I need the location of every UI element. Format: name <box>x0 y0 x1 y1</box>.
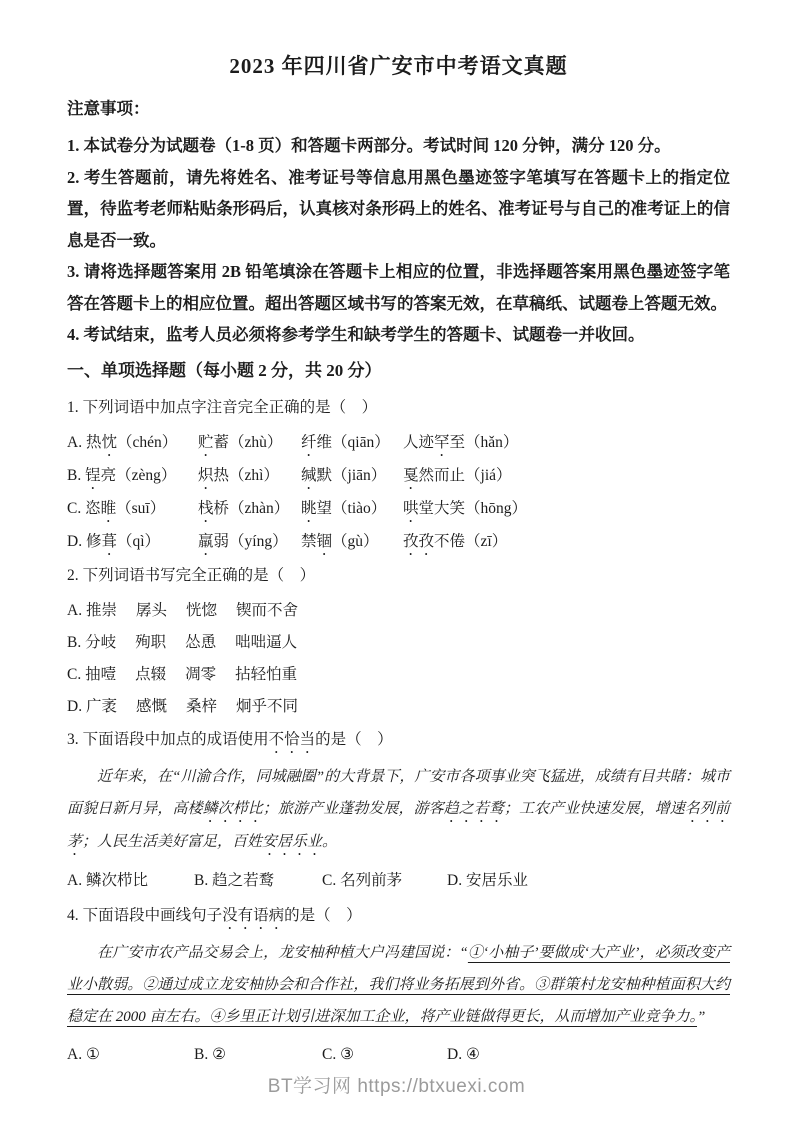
option-cell: A. 热忱（chén） <box>67 433 178 451</box>
option-cell: 贮蓄（zhù） <box>198 433 283 451</box>
option-cell: B. 锃亮（zèng） <box>67 466 177 484</box>
option-cell: C. 恣睢（suī） <box>67 499 166 517</box>
question-4-passage: 在广安市农产品交易会上，龙安柚种植大户冯建国说：“①‘小柚子’要做成‘大产业’，必须改变产业小散弱。②通过成立龙安柚协会和合作社，我们将业务拓展到外省。③群策村龙安柚种植面积大约稳定在 2000 亩左右。④乡里正计划引进深加工企业，将产业链做得更长，从而增加产业竞争力。” <box>67 944 730 1025</box>
question-3-number: 3. <box>67 730 79 748</box>
question-3-stem <box>67 725 730 757</box>
question-1-option-c <box>67 493 730 526</box>
question-2-option-d <box>67 691 730 723</box>
option-word: 凋零 <box>185 665 217 683</box>
option-word: 恍惚 <box>185 601 217 619</box>
question-3-option-a: A. 鳞次栉比 <box>67 871 148 889</box>
notice-item-1: 1. 本试卷分为试题卷（1-8 页）和答题卡两部分。考试时间 120 分钟，满分 120 分。 <box>67 136 671 155</box>
question-3-passage: 近年来，在“川渝合作，同城融圈”的大背景下，广安市各项事业突飞猛进，成绩有目共睹：城市面貌日新月异，高楼鳞次栉比；旅游产业蓬勃发展，游客趋之若鹜；工农产业快速发展，增速名列前茅；人民生活美好富足，百姓安居乐业。 <box>67 768 730 850</box>
option-word: 桑梓 <box>185 697 217 715</box>
option-word: 炯乎不同 <box>235 697 298 715</box>
question-4-options <box>67 1039 730 1071</box>
question-3 <box>67 725 730 897</box>
question-1-stem <box>67 393 730 423</box>
question-1-stem-text: 下列词语中加点字注音完全正确的是（ ） <box>82 398 378 416</box>
option-word: 咄咄逼人 <box>235 633 298 651</box>
option-cell: 孜孜不倦（zī） <box>403 532 508 550</box>
question-1-number: 1. <box>67 398 79 416</box>
option-word: 点辍 <box>135 665 167 683</box>
option-cell: 戛然而止（jiá） <box>403 466 512 484</box>
option-word: B. 分岐 <box>67 633 117 651</box>
question-4-stem <box>67 901 730 933</box>
question-3-option-b: B. 趋之若鹜 <box>194 871 275 889</box>
option-word: D. 广袤 <box>67 697 117 715</box>
option-cell: 禁锢（gù） <box>301 532 379 550</box>
option-word: 怂恿 <box>185 633 217 651</box>
notice-item-3: 3. 请将选择题答案用 2B 铅笔填涂在答题卡上相应的位置，非选择题答案用黑色墨迹签字笔答在答题卡上的相应位置。超出答题区域书写的答案无效，在草稿纸、试题卷上答题无效。 <box>67 262 730 313</box>
option-word: 孱头 <box>135 601 167 619</box>
option-word: 拈轻怕重 <box>235 665 298 683</box>
question-2-option-a <box>67 595 730 627</box>
option-cell: 栈桥（zhàn） <box>198 499 290 517</box>
footer-watermark: BT学习网 https://btxuexi.com <box>267 1076 526 1097</box>
question-2-number: 2. <box>67 566 79 584</box>
question-4-option-a: A. ① <box>67 1045 100 1063</box>
question-4-option-d: D. ④ <box>447 1045 480 1063</box>
notice-section <box>67 94 730 351</box>
question-4-option-b: B. ② <box>194 1045 226 1063</box>
question-1-option-d <box>67 526 730 559</box>
option-cell: 纤维（qiān） <box>301 433 390 451</box>
question-2-option-c <box>67 659 730 691</box>
option-cell: 哄堂大笑（hōng） <box>403 499 528 517</box>
option-word: 感慨 <box>135 697 167 715</box>
option-cell: 人迹罕至（hǎn） <box>403 433 519 451</box>
option-cell: 炽热（zhì） <box>198 466 279 484</box>
question-4-option-c: C. ③ <box>322 1045 354 1063</box>
notice-item-4: 4. 考试结束，监考人员必须将参考学生和缺考学生的答题卡、试题卷一并收回。 <box>67 325 645 344</box>
question-4-number: 4. <box>67 906 79 924</box>
question-4-stem-text: 下面语段中画线句子没有语病的是（ ） <box>82 906 362 924</box>
option-cell: 眺望（tiào） <box>301 499 387 517</box>
question-3-option-c: C. 名列前茅 <box>322 871 403 889</box>
question-1-option-a <box>67 427 730 460</box>
question-3-option-d: D. 安居乐业 <box>447 871 528 889</box>
option-word: 锲而不舍 <box>235 601 298 619</box>
question-3-options <box>67 865 730 897</box>
option-word: C. 抽噎 <box>67 665 117 683</box>
option-cell: D. 修葺（qì） <box>67 532 161 550</box>
question-2-option-b <box>67 627 730 659</box>
question-1 <box>67 393 730 559</box>
option-word: A. 推崇 <box>67 601 117 619</box>
page-title: 2023 年四川省广安市中考语文真题 <box>229 54 568 78</box>
question-2-stem <box>67 561 730 591</box>
question-2 <box>67 561 730 723</box>
question-4 <box>67 901 730 1071</box>
option-word: 殉职 <box>135 633 167 651</box>
option-cell: 缄默（jiān） <box>301 466 387 484</box>
question-1-option-b <box>67 460 730 493</box>
notice-item-2: 2. 考生答题前，请先将姓名、准考证号等信息用黑色墨迹签字笔填写在答题卡上的指定位置，待监考老师粘贴条形码后，认真核对条形码上的姓名、准考证号与自己的准考证上的信息是否一致。 <box>67 167 730 250</box>
option-cell: 羸弱（yíng） <box>198 532 288 550</box>
section-heading: 一、单项选择题（每小题 2 分，共 20 分） <box>67 360 382 380</box>
notice-heading: 注意事项： <box>67 99 150 118</box>
question-2-stem-text: 下列词语书写完全正确的是（ ） <box>82 566 316 584</box>
question-3-stem-text: 下面语段中加点的成语使用不恰当的是（ ） <box>82 730 393 748</box>
